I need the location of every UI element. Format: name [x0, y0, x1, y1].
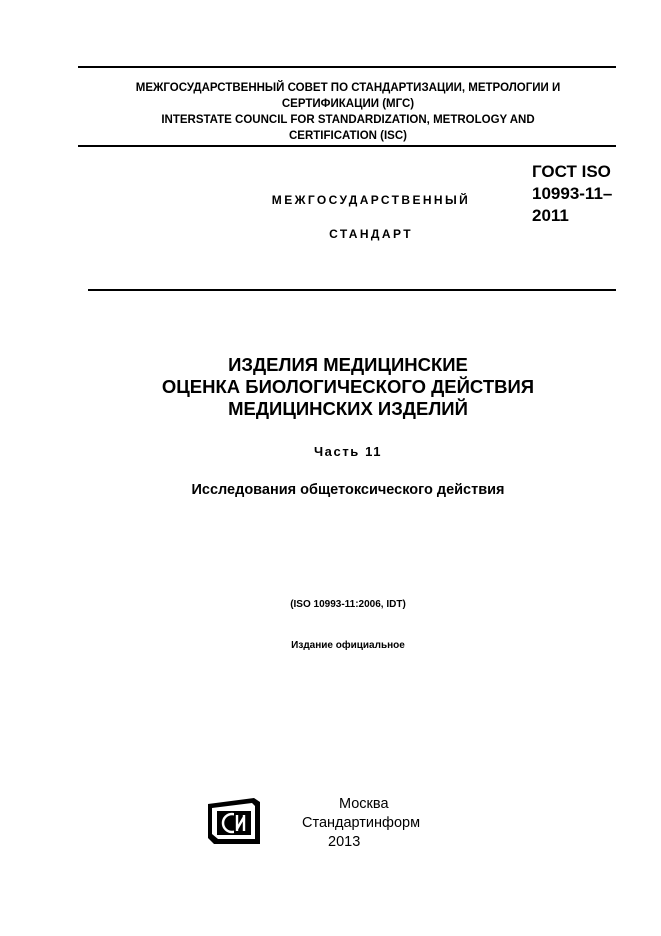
title-line: ИЗДЕЛИЯ МЕДИЦИНСКИЕ — [228, 354, 468, 375]
standard-code-line: ГОСТ ISO — [532, 162, 611, 181]
part-number: Часть 11 — [313, 444, 383, 459]
publication-year: 2013 — [328, 834, 361, 850]
standard-code-line: 2011 — [532, 206, 569, 225]
council-line: INTERSTATE COUNCIL FOR STANDARDIZATION, METROLOGY AND — [161, 114, 535, 126]
council-header — [80, 80, 616, 144]
council-line: МЕЖГОСУДАРСТВЕННЫЙ СОВЕТ ПО СТАНДАРТИЗАЦИИ, МЕТРОЛОГИИ И — [135, 82, 561, 94]
document-subtitle: Исследования общетоксического действия — [191, 482, 505, 498]
council-line: СЕРТИФИКАЦИИ (МГС) — [281, 98, 415, 110]
publisher-city: Москва — [339, 796, 389, 812]
divider-rule — [88, 289, 616, 291]
council-line: CERTIFICATION (ISC) — [289, 130, 407, 142]
header-rule — [78, 145, 616, 147]
iso-reference: (ISO 10993-11:2006, IDT) — [290, 599, 406, 610]
standard-code-line: 10993-11– — [532, 184, 613, 203]
standard-type-line: МЕЖГОСУДАРСТВЕННЫЙ — [271, 193, 471, 207]
standartinform-logo-icon — [208, 798, 260, 844]
edition-label: Издание официальное — [291, 640, 405, 651]
standard-type — [226, 193, 516, 261]
top-rule — [78, 66, 616, 68]
standard-type-line: СТАНДАРТ — [329, 227, 413, 241]
title-line: ОЦЕНКА БИОЛОГИЧЕСКОГО ДЕЙСТВИЯ — [161, 376, 535, 397]
standard-code — [532, 161, 642, 227]
publisher-block — [292, 795, 452, 852]
title-line: МЕДИЦИНСКИХ ИЗДЕЛИЙ — [228, 398, 468, 419]
publisher-name: Стандартинформ — [302, 815, 421, 831]
document-title — [80, 354, 616, 420]
